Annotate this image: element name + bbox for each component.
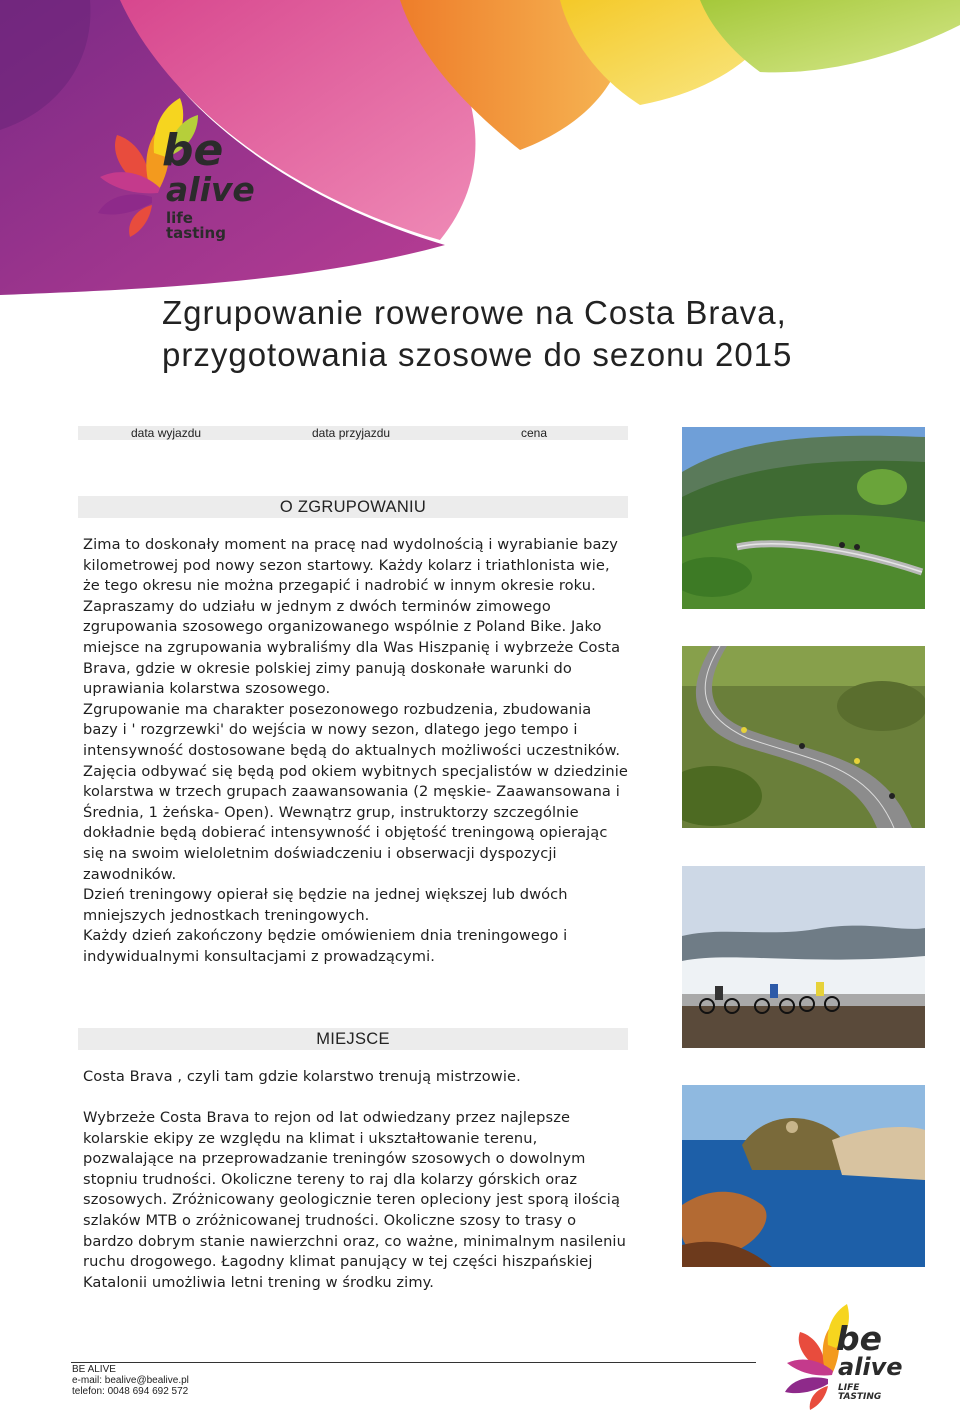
place-description: Wybrzeże Costa Brava to rejon od lat odwiedzany przez najlepsze kolarskie ekipy ze względu na klimat i ukształtowanie terenu, pozwalające na przeprowadzanie treningów szosowych o dowolnym stopniu trudności. Okoliczne tereny to raj dla kolarzy górskich oraz szosowych. Zróżnicowany geologicznie teren opleciony jest sporą ilością szlaków MTB o zróżnicowanej trudności. Okoliczne szosy to trasy o bardzo dobrym stanie nawierzchni oraz, co ważne, minimalnym nasileniu ruchu drogowego. Łagodny klimat panujący w tej części hiszpańskiej Katalonii umożliwia letni trening w środku zimy. (83, 1109, 626, 1291)
departure-date-label: data wyjazdu (131, 426, 202, 440)
logo-word-alive: alive (838, 1353, 903, 1381)
about-paragraph: Dzień treningowy opierał się będzie na jednej większej lub dwóch mniejszych jednostkach treningowych. (83, 886, 568, 924)
photo-winding-road (682, 646, 925, 828)
about-paragraph: Zgrupowanie ma charakter posezonowego rozbudzenia, zbudowania bazy i ' rozgrzewki' do wejścia w nowy sezon, dlatego jego tempo i intensywność dostosowane będą do aktualnych możliwości uczestników. Zajęcia odbywać się będą pod okiem wybitnych specjalistów w dziedzinie kolarstwa w trzech grupach zaawansowania (2 męskie- Zaawansowana i Średnia, 1 żeńska- Open). Wewnątrz grup, instruktorzy szczególnie dokładnie będą dobierać intensywność i objętość treningową opierając się na swoim wieloletnim doświadczeniu i obserwacji dyspozycji zawodników. (83, 700, 629, 883)
about-paragraph: Zima to doskonały moment na pracę nad wydolnością i wyrabianie bazy kilometrowej pod nowy sezon startowy. Każdy kolarz i triathlonista wie, że tego okresu nie można przegapić i nadrobić w innym okresie roku. Zapraszamy do udziału w jednym z dwóch terminów zimowego zgrupowania szosowego organizowanego wspólnie z Poland Bike. Jako miejsce na zgrupowania wybraliśmy dla Was Hiszpanię i wybrzeże Costa Brava, gdzie w okresie polskiej zimy panują doskonałe warunki do uprawiania kolarstwa szosowego. (83, 536, 621, 698)
footer-email[interactable]: e-mail: bealive@bealive.pl (72, 1375, 189, 1386)
place-section-heading: MIEJSCE (78, 1028, 628, 1050)
logo-tagline: life tasting (166, 209, 226, 242)
arrival-date-label: data przyjazdu (312, 426, 391, 440)
photo-coastal-town (682, 1085, 925, 1267)
be-alive-logo (92, 93, 257, 242)
about-paragraph: Każdy dzień zakończony będzie omówieniem dnia treningowego i indywidualnymi konsultacjami z prowadzącymi. (83, 927, 568, 965)
logo-tagline: LIFE TASTING (838, 1383, 882, 1402)
title-line-1: Zgrupowanie rowerowe na Costa Brava, (162, 294, 787, 331)
footer-divider (71, 1362, 756, 1363)
be-alive-logo-footer (780, 1300, 903, 1410)
about-section-heading: O ZGRUPOWANIU (78, 496, 628, 518)
price-label: cena (521, 426, 548, 440)
footer-contact (72, 1364, 189, 1397)
photo-mountain-road (682, 427, 925, 609)
logo-word-be: be (836, 1319, 883, 1358)
about-section-body (83, 535, 628, 967)
logo-word-be: be (162, 125, 224, 176)
trip-info-bar (78, 426, 628, 440)
footer-company: BE ALIVE (72, 1364, 116, 1375)
photo-cyclists-above-clouds (682, 866, 925, 1048)
title-line-2: przygotowania szosowe do sezonu 2015 (162, 336, 793, 373)
footer-phone: telefon: 0048 694 692 572 (72, 1386, 189, 1397)
place-intro: Costa Brava , czyli tam gdzie kolarstwo trenują mistrzowie. (83, 1068, 521, 1085)
logo-word-alive: alive (166, 170, 255, 209)
page-title (162, 292, 882, 376)
